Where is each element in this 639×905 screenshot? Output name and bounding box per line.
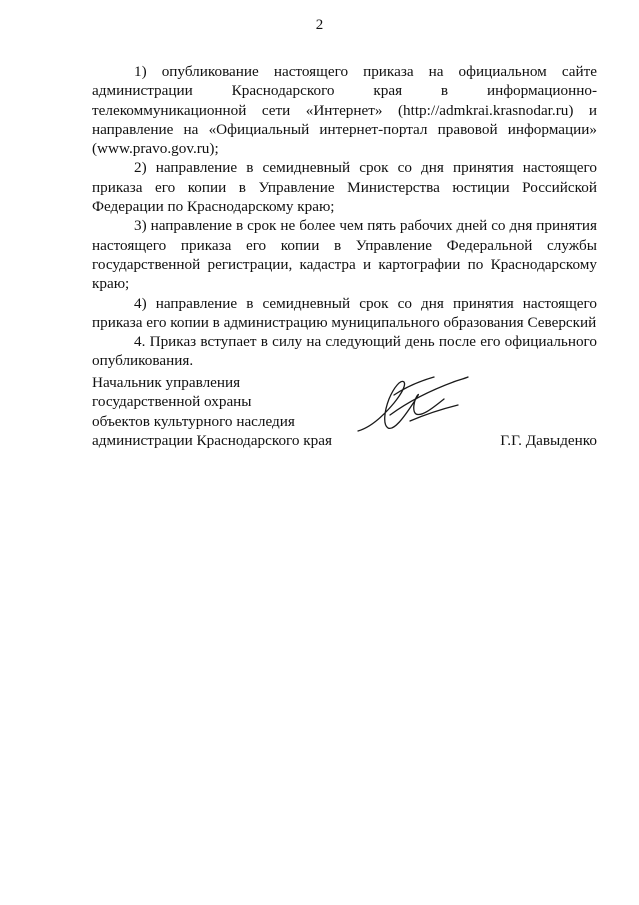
signature-block — [92, 373, 597, 453]
signer-title-line: объектов культурного наследия — [92, 412, 295, 430]
signer-title-line: администрации Краснодарского края — [92, 431, 332, 449]
signer-title — [92, 373, 332, 450]
paragraph-item-2: 2) направление в семидневный срок со дня принятия настоящего приказа его копии в Управление Министерства юстиции Российской Федерации по Краснодарскому краю; — [92, 159, 597, 216]
paragraph-item-1: 1) опубликование настоящего приказа на официальном сайте администрации Краснодарского края в информационно-телекоммуникационной сети «Интернет» (http://admkrai.krasnodar.ru) и направление на «Официальный интернет-портал правовой информации» (www.pravo.gov.ru); — [92, 63, 597, 158]
signer-name: Г.Г. Давыденко — [500, 431, 597, 449]
page-number: 2 — [315, 17, 324, 33]
handwritten-signature — [354, 365, 484, 445]
paragraph-effective-date: 4. Приказ вступает в силу на следующий день после его официального опубликования. — [92, 333, 597, 370]
paragraph-item-4: 4) направление в семидневный срок со дня принятия настоящего приказа его копии в администрацию муниципального образования Северский — [92, 294, 597, 331]
document-body — [92, 62, 597, 371]
signer-title-line: государственной охраны — [92, 393, 252, 411]
signer-title-line: Начальник управления — [92, 374, 241, 391]
paragraph-item-3: 3) направление в срок не более чем пять рабочих дней со дня принятия настоящего приказа его копии в Управление Федеральной службы государственной регистрации, кадастра и картографии по Краснодарскому краю; — [92, 217, 597, 293]
